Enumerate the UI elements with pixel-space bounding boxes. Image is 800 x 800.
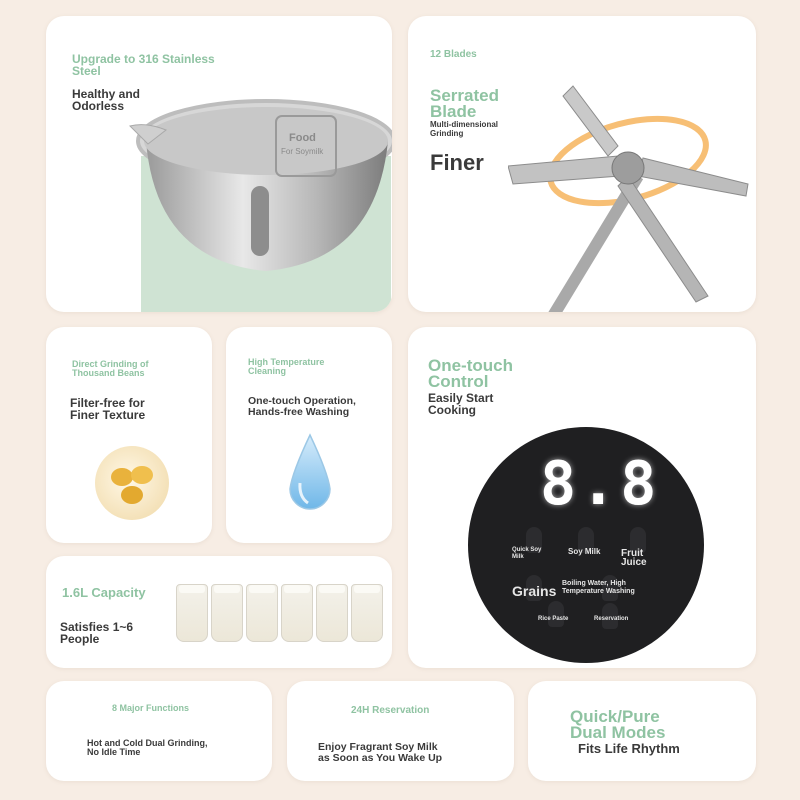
grinding-sub: Filter-free for Finer Texture (70, 396, 146, 422)
blade-top-label: 12 Blades (430, 49, 477, 60)
card-24h-reservation (287, 681, 514, 781)
card-direct-grinding (46, 327, 212, 543)
soy-milk-label: Soy Milk (568, 547, 601, 556)
functions-sub: Hot and Cold Dual Grinding, No Idle Time (87, 738, 208, 757)
milk-glass-icon (176, 584, 208, 642)
cleaning-heading: High Temperature Cleaning (248, 357, 325, 376)
blade-emphasis: Finer (430, 150, 484, 175)
rice-paste-button[interactable] (548, 601, 564, 627)
control-panel-display (468, 427, 704, 663)
card-major-functions (46, 681, 272, 781)
milk-glass-icon (351, 584, 383, 642)
milk-glass-icon (246, 584, 278, 642)
digit-display: 8.8 (540, 449, 661, 519)
steel-heading: Upgrade to 316 Stainless Steel (72, 52, 215, 78)
card-one-touch-control (408, 327, 756, 668)
beans-bubble-icon (92, 443, 172, 523)
kettle-image (126, 86, 392, 312)
modes-sub: Fits Life Rhythm (578, 741, 680, 756)
capacity-heading: 1.6L Capacity (62, 585, 146, 600)
capacity-sub: Satisfies 1~6 People (60, 620, 134, 646)
card-dual-modes (528, 681, 756, 781)
control-sub: Easily Start Cooking (428, 391, 494, 417)
card-high-temp-cleaning (226, 327, 392, 543)
water-drop-icon (284, 431, 336, 521)
milk-glass-icon (281, 584, 313, 642)
blade-sub: Multi-dimensional Grinding (430, 120, 498, 138)
card-capacity (46, 556, 392, 668)
food-mark-text: Food (289, 132, 316, 144)
boiling-label: Boiling Water, High Temperature Washing (562, 580, 635, 595)
fruit-juice-label: Fruit Juice (621, 548, 647, 568)
milk-glass-icon (316, 584, 348, 642)
blade-heading: Serrated Blade (430, 86, 499, 121)
card-steel-liner (46, 16, 392, 312)
reservation-heading: 24H Reservation (351, 705, 430, 716)
milk-glass-icon (211, 584, 243, 642)
modes-heading: Quick/Pure Dual Modes (570, 707, 666, 742)
reservation-label: Reservation (594, 616, 629, 622)
control-heading: One-touch Control (428, 356, 513, 391)
rice-paste-label: Rice Paste (538, 616, 569, 622)
functions-heading: 8 Major Functions (112, 703, 190, 713)
grinding-heading: Direct Grinding of Thousand Beans (72, 359, 149, 378)
cleaning-sub: One-touch Operation, Hands-free Washing (248, 395, 356, 418)
quick-soy-label: Quick Soy Milk (512, 547, 542, 560)
blade-image (508, 66, 756, 312)
card-serrated-blade (408, 16, 756, 312)
reservation-sub: Enjoy Fragrant Soy Milk as Soon as You Wake Up (318, 741, 443, 764)
food-mark-sub: For Soymilk (281, 147, 324, 156)
grains-label: Grains (512, 583, 557, 599)
steel-sub: Healthy and Odorless (72, 87, 141, 113)
